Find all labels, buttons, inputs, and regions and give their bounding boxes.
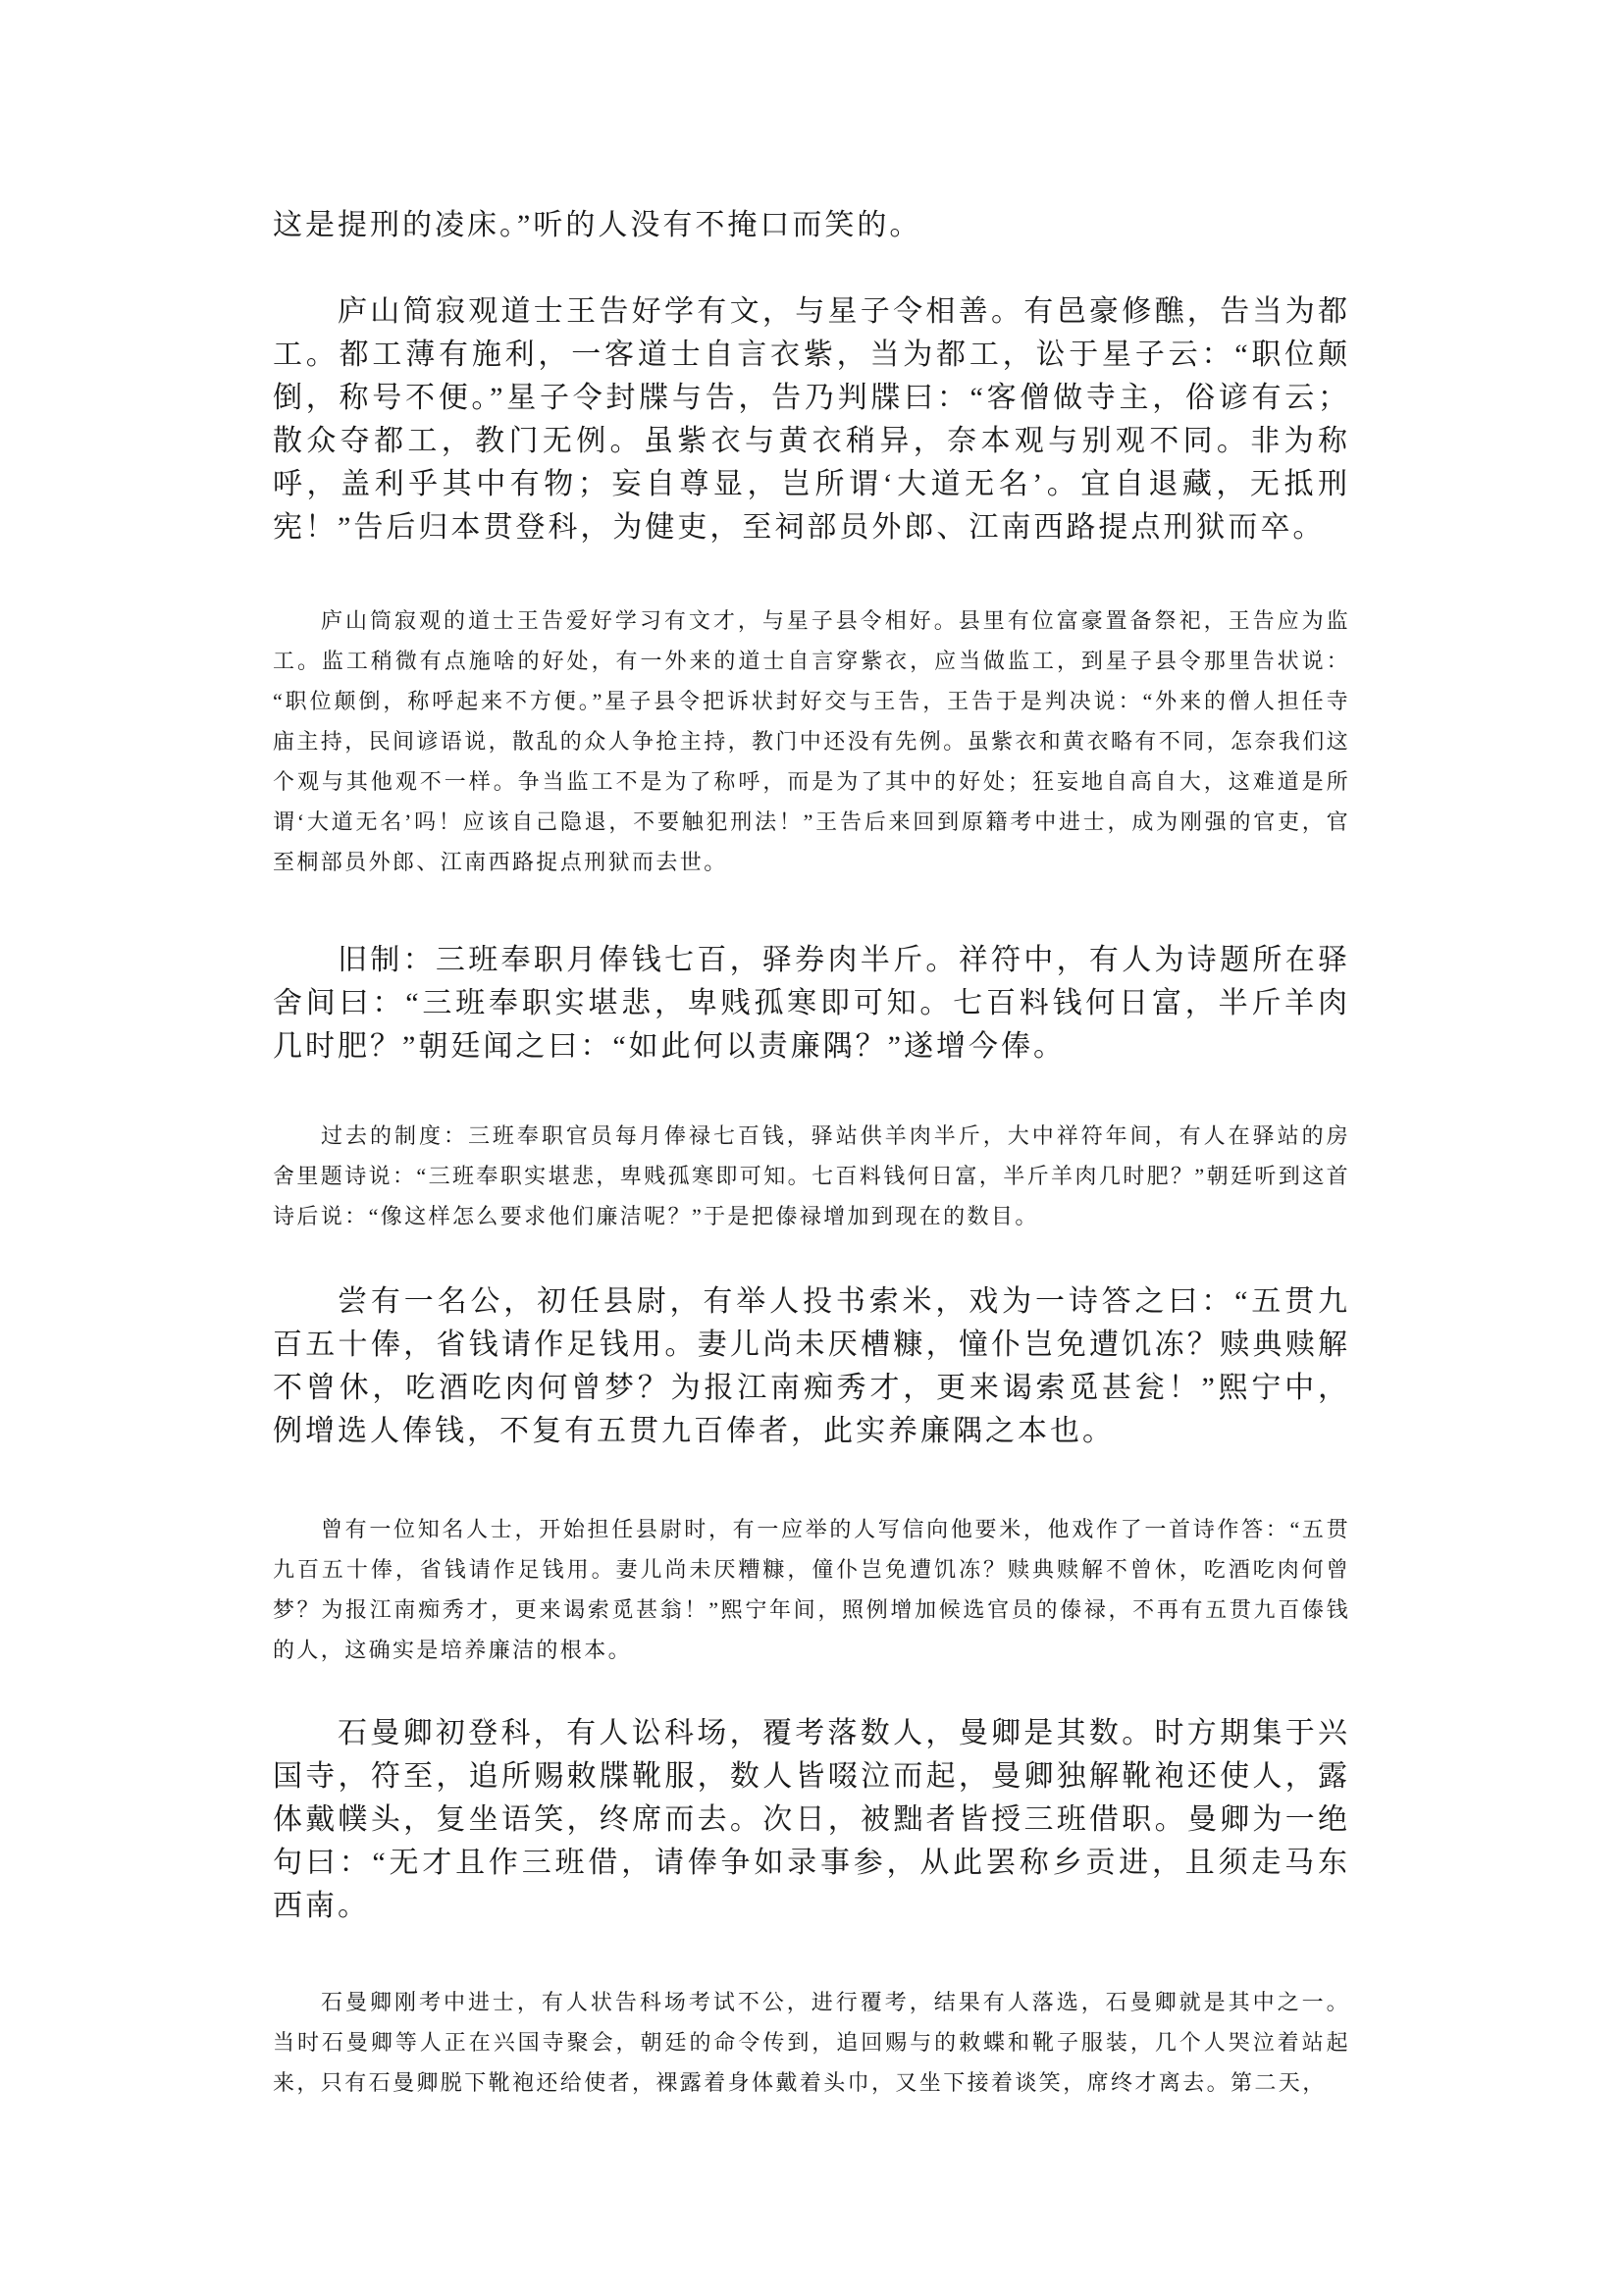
paragraph-classical: 庐山简寂观道士王告好学有文，与星子令相善。有邑豪修醮，告当为都工。都工薄有施利，一客道士自言衣紫，当为都工，讼于星子云：“职位颠倒，称号不便。”星子令封牒与告，告乃判牒曰：“客僧做寺主，俗谚有云；散众夺都工，教门无例。虽紫衣与黄衣稍异，奈本观与别观不同。非为称呼，盖利乎其中有物；妄自尊显，岂所谓‘大道无名’。宜自退藏，无抵刑宪！”告后归本贯登科，为健吏，至祠部员外郎、江南西路提点刑狱而卒。: [273, 295, 1350, 544]
paragraph-classical: 石曼卿初登科，有人讼科场，覆考落数人，曼卿是其数。时方期集于兴国寺，符至，追所赐敕牒靴服，数人皆啜泣而起，曼卿独解靴袍还使人，露体戴幞头，复坐语笑，终席而去。次日，被黜者皆授三班借职。曼卿为一绝句曰：“无才且作三班借，请俸争如录事参，从此罢称乡贡进，且须走马东西南。: [273, 1717, 1350, 1922]
paragraph-translation: 过去的制度：三班奉职官员每月俸禄七百钱，驿站供羊肉半斤，大中祥符年间，有人在驿站的房舍里题诗说：“三班奉职实堪悲，卑贱孤寒即可知。七百料钱何日富，半斤羊肉几时肥？”朝廷听到这首诗后说：“像这样怎么要求他们廉洁呢？”于是把傣禄增加到现在的数目。: [273, 1123, 1350, 1228]
paragraph-translation: 曾有一位知名人士，开始担任县尉时，有一应举的人写信向他要米，他戏作了一首诗作答：“五贯九百五十俸，省钱请作足钱用。妻儿尚未厌糟糠，僮仆岂免遭饥冻？赎典赎解不曾休，吃酒吃肉何曾梦？为报江南痴秀才，更来谒索觅甚翁！”熙宁年间，照例增加候选官员的傣禄，不再有五贯九百傣钱的人，这确实是培养廉洁的根本。: [273, 1517, 1350, 1662]
paragraph-classical: 旧制：三班奉职月俸钱七百，驿券肉半斤。祥符中，有人为诗题所在驿舍间曰：“三班奉职实堪悲，卑贱孤寒即可知。七百料钱何日富，半斤羊肉几时肥？”朝廷闻之曰：“如此何以责廉隅？”遂增今俸。: [273, 944, 1350, 1063]
paragraph-classical-continuation: 这是提刑的凌床。”听的人没有不掩口而笑的。: [273, 209, 922, 241]
paragraph-translation: 石曼卿刚考中进士，有人状告科场考试不公，进行覆考，结果有人落选，石曼卿就是其中之一。当时石曼卿等人正在兴国寺聚会，朝廷的命令传到，追回赐与的敕蝶和靴子服装，几个人哭泣着站起来，只有石曼卿脱下靴袍还给使者，裸露着身体戴着头巾，又坐下接着谈笑，席终才离去。第二天，: [273, 1990, 1350, 2095]
paragraph-translation: 庐山筒寂观的道士王告爱好学习有文才，与星子县令相好。县里有位富豪置备祭祀，王告应为监工。监工稍微有点施啥的好处，有一外来的道士自言穿紫衣，应当做监工，到星子县令那里告状说：“职位颠倒，称呼起来不方便。”星子县令把诉状封好交与王告，王告于是判决说：“外来的僧人担任寺庙主持，民间谚语说，散乱的众人争抢主持，教门中还没有先例。虽紫衣和黄衣略有不同，怎奈我们这个观与其他观不一样。争当监工不是为了称呼，而是为了其中的好处；狂妄地自高自大，这难道是所谓‘大道无名’吗！应该自己隐退，不要触犯刑法！”王告后来回到原籍考中进士，成为刚强的官吏，官至桐部员外郎、江南西路捉点刑狱而去世。: [273, 608, 1351, 874]
paragraph-classical: 尝有一名公，初任县尉，有举人投书索米，戏为一诗答之曰：“五贯九百五十俸，省钱请作足钱用。妻儿尚未厌槽糠，憧仆岂免遭饥冻？赎典赎解不曾休，吃酒吃肉何曾梦？为报江南痴秀才，更来谒索觅甚瓮！”熙宁中，例增选人俸钱，不复有五贯九百俸者，此实养廉隅之本也。: [273, 1285, 1350, 1447]
document-content: [273, 204, 1350, 2103]
